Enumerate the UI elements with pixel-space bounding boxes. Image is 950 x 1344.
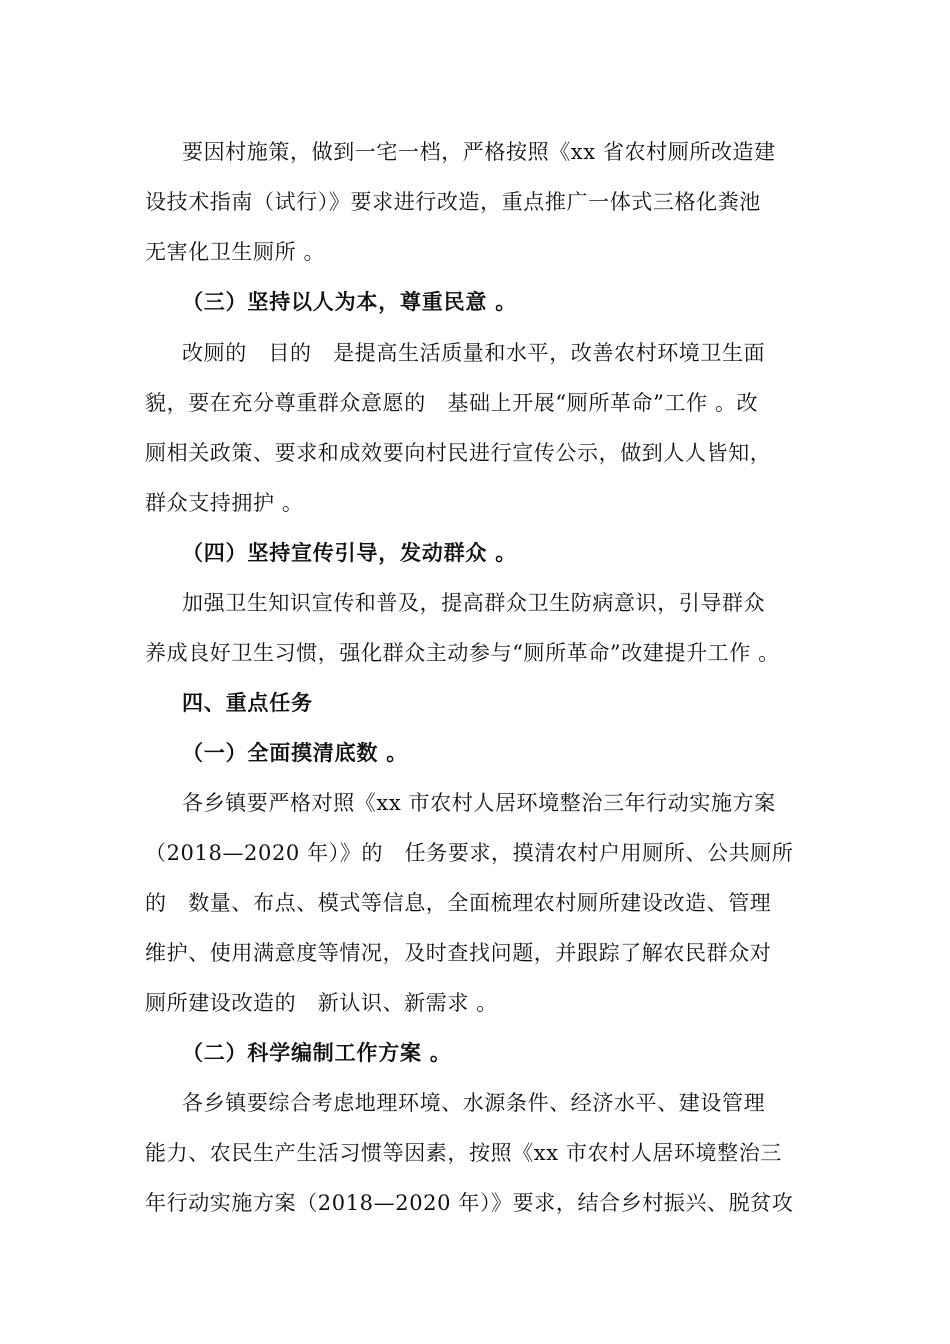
paragraph-line: （2018—2020 年）》的 任务要求，摸清农村户用厕所、公共厕所 xyxy=(145,841,794,865)
paragraph-line: 各乡镇要严格对照《xx 市农村人居环境整治三年行动实施方案 xyxy=(182,791,776,815)
paragraph-line: 年行动实施方案（2018—2020 年）》要求，结合乡村振兴、脱贫攻 xyxy=(145,1191,794,1215)
paragraph-line: 设技术指南（试行）》要求进行改造，重点推广一体式三格化粪池 xyxy=(145,190,761,214)
paragraph-line: 各乡镇要综合考虑地理环境、水源条件、经济水平、建设管理 xyxy=(182,1091,766,1115)
paragraph-line: 貌，要在充分尊重群众意愿的 基础上开展“厕所革命”工作 。改 xyxy=(145,391,759,415)
paragraph-line: 厕所建设改造的 新认识、新需求 。 xyxy=(145,991,498,1015)
paragraph-line: 群众支持拥护 。 xyxy=(145,491,304,515)
paragraph-line: 无害化卫生厕所 。 xyxy=(145,240,326,264)
paragraph-line: 维护、使用满意度等情况，及时查找问题，并跟踪了解农民群众对 xyxy=(145,941,772,965)
paragraph-line: 的 数量、布点、模式等信息，全面梳理农村厕所建设改造、管理 xyxy=(145,891,772,915)
section-heading: （一）全面摸清底数 。 xyxy=(182,741,409,765)
paragraph-line: 改厕的 目的 是提高生活质量和水平，改善农村环境卫生面 xyxy=(182,341,766,365)
paragraph-line: 养成良好卫生习惯，强化群众主动参与“厕所革命”改建提升工作 。 xyxy=(145,641,780,665)
paragraph-line: 厕相关政策、要求和成效要向村民进行宣传公示，做到人人皆知， xyxy=(145,441,772,465)
paragraph-line: 能力、农民生产生活习惯等因素，按照《xx 市农村人居环境整治三 xyxy=(145,1141,782,1165)
paragraph-line: 加强卫生知识宣传和普及，提高群众卫生防病意识，引导群众 xyxy=(182,591,766,615)
section-heading: （四）坚持宣传引导，发动群众 。 xyxy=(182,541,518,565)
section-heading: （三）坚持以人为本，尊重民意 。 xyxy=(182,290,518,314)
paragraph-line: 要因村施策，做到一宅一档，严格按照《xx 省农村厕所改造建 xyxy=(182,140,776,164)
section-heading: （二）科学编制工作方案 。 xyxy=(182,1041,452,1065)
chapter-heading: 四、重点任务 xyxy=(182,691,313,715)
